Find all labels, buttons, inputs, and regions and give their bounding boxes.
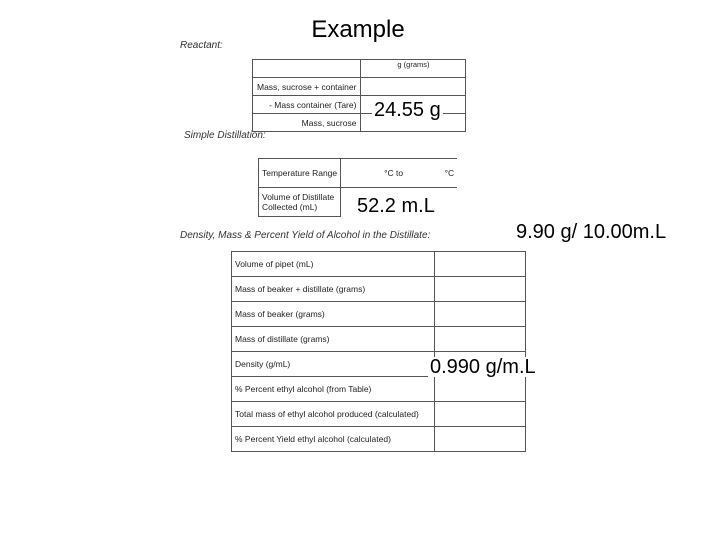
annotation-mass-sucrose: 24.55 g — [374, 99, 441, 121]
volume-label-line1: Volume of Distillate — [262, 192, 335, 202]
density-row-label: Volume of pipet (mL) — [232, 252, 435, 277]
reactant-row-label: Mass, sucrose — [253, 114, 361, 132]
temp-to-label: °C — [444, 168, 455, 178]
volume-label-line2: Collected (mL) — [262, 202, 318, 212]
density-row-value — [435, 252, 526, 277]
volume-distillate-label — [259, 188, 341, 217]
density-row-label: Density (g/mL) — [232, 352, 435, 377]
density-row-value — [435, 377, 526, 402]
reactant-row-value — [361, 78, 466, 96]
annotation-volume-distillate: 52.2 m.L — [357, 195, 435, 217]
density-row-label: % Percent Yield ethyl alcohol (calculated) — [232, 427, 435, 452]
density-heading: Density, Mass & Percent Yield of Alcohol in the Distillate: — [180, 230, 431, 241]
annotation-density: 0.990 g/m.L — [430, 356, 536, 378]
density-row-value — [435, 302, 526, 327]
density-row-label: Mass of beaker + distillate (grams) — [232, 277, 435, 302]
density-row-value — [435, 427, 526, 452]
density-table — [231, 251, 526, 452]
distillation-heading: Simple Distillation: — [184, 130, 266, 141]
annotation-mass-per-volume: 9.90 g/ 10.00m.L — [516, 221, 667, 243]
reactant-row-label: Mass, sucrose + container — [253, 78, 361, 96]
density-row-label: Mass of distillate (grams) — [232, 327, 435, 352]
density-row-value — [435, 277, 526, 302]
density-row-value — [435, 327, 526, 352]
reactant-heading: Reactant: — [180, 40, 223, 51]
reactant-row-label: - Mass container (Tare) — [253, 96, 361, 114]
density-row-label: Total mass of ethyl alcohol produced (calculated) — [232, 402, 435, 427]
density-row-value — [435, 402, 526, 427]
density-row-label: Mass of beaker (grams) — [232, 302, 435, 327]
temperature-range-value — [341, 159, 458, 188]
reactant-unit-header: g (grams) — [361, 60, 466, 78]
density-row-label: % Percent ethyl alcohol (from Table) — [232, 377, 435, 402]
reactant-table — [252, 59, 466, 132]
reactant-header-empty — [253, 60, 361, 78]
slide-title: Example — [311, 16, 405, 43]
temperature-range-label: Temperature Range — [259, 159, 341, 188]
temp-from-label: °C to — [384, 168, 404, 178]
